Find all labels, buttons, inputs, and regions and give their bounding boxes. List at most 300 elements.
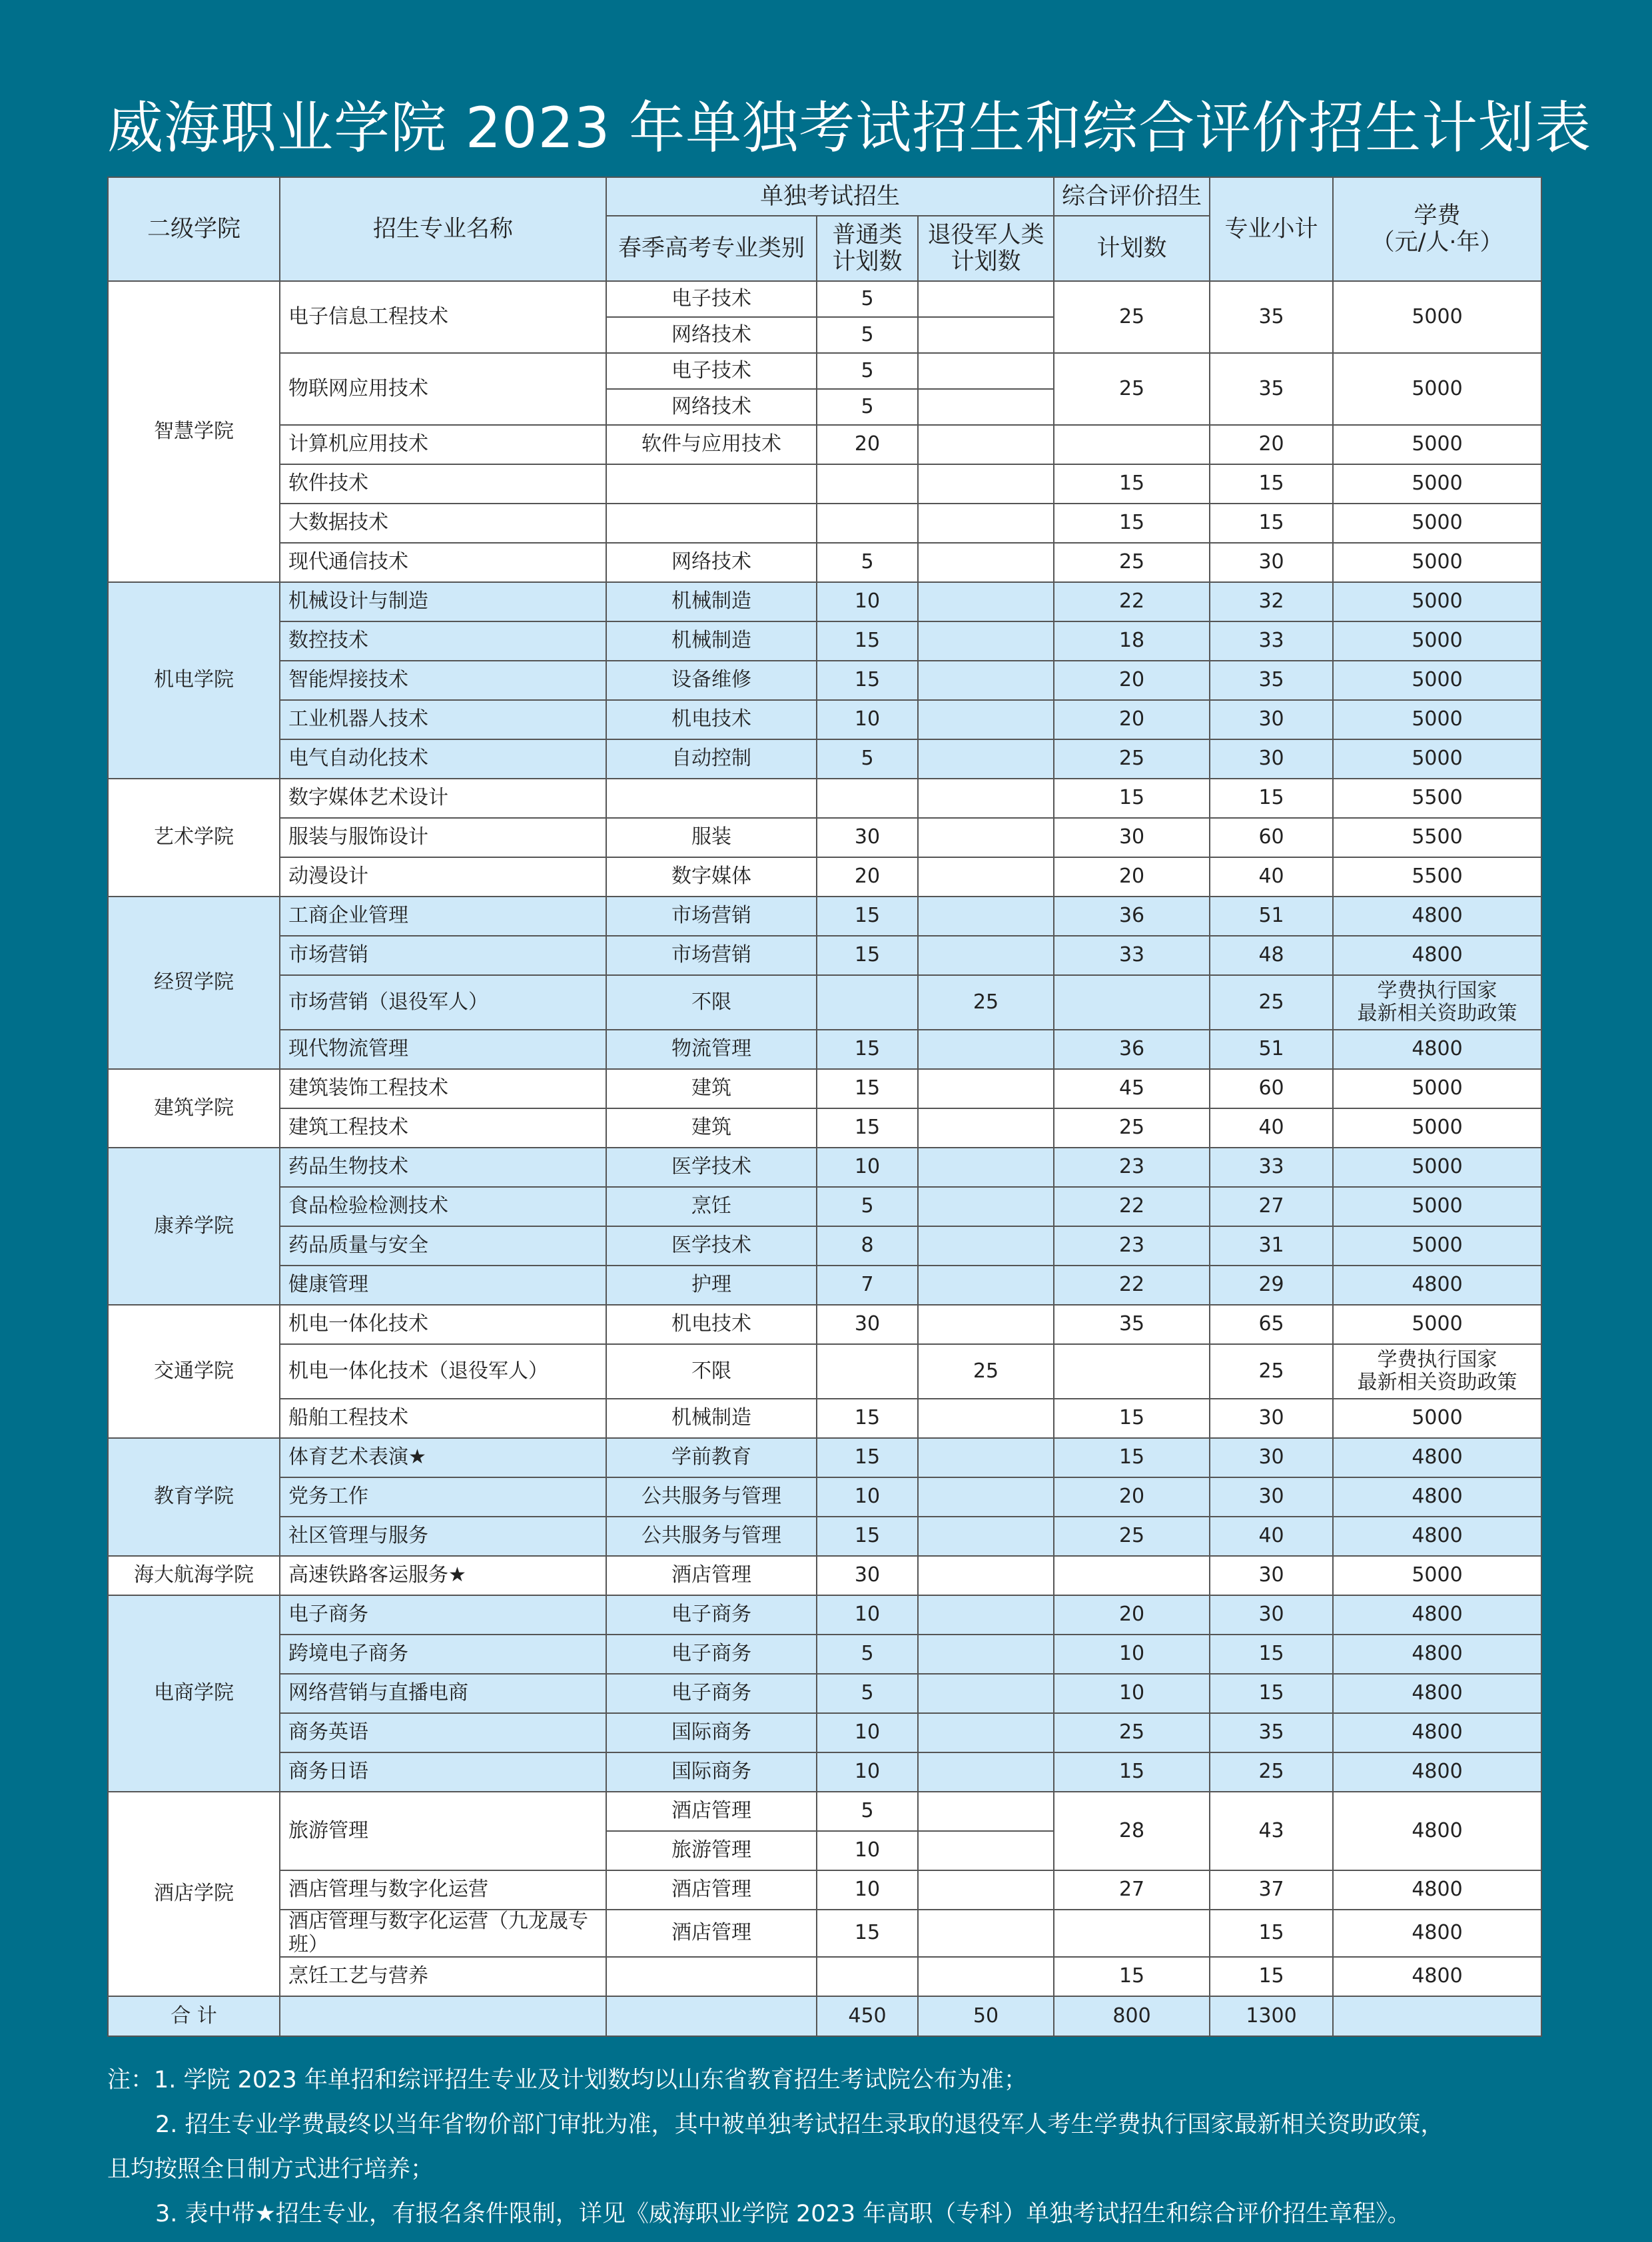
normal-plan-cell: 15 [817, 1069, 918, 1108]
college-cell: 经贸学院 [108, 897, 280, 1069]
veteran-plan-cell [918, 1266, 1054, 1305]
fee-cell: 4800 [1333, 1438, 1541, 1477]
table-row [108, 1226, 1541, 1266]
normal-plan-cell: 10 [817, 582, 918, 621]
fee-cell: 4800 [1333, 1957, 1541, 1996]
normal-plan-cell: 5 [817, 739, 918, 779]
normal-plan-cell: 15 [817, 1517, 918, 1556]
normal-plan-cell: 10 [817, 1477, 918, 1517]
normal-plan-cell: 15 [817, 897, 918, 936]
category-cell: 设备维修 [606, 661, 817, 700]
category-cell: 医学技术 [606, 1226, 817, 1266]
subtotal-cell: 43 [1210, 1792, 1333, 1870]
major-cell: 工业机器人技术 [280, 700, 606, 739]
subtotal-cell: 30 [1210, 1477, 1333, 1517]
comprehensive-plan-cell: 36 [1054, 1030, 1210, 1069]
subtotal-cell: 65 [1210, 1305, 1333, 1344]
total-fee [1333, 1996, 1541, 2036]
normal-plan-cell: 15 [817, 1438, 918, 1477]
comprehensive-plan-cell [1054, 975, 1210, 1030]
major-cell: 动漫设计 [280, 857, 606, 897]
table-row [108, 1069, 1541, 1108]
major-cell: 物联网应用技术 [280, 353, 606, 425]
major-cell: 烹饪工艺与营养 [280, 1957, 606, 1996]
veteran-plan-cell [918, 1187, 1054, 1226]
subtotal-cell: 15 [1210, 1910, 1333, 1957]
comprehensive-plan-cell [1054, 1910, 1210, 1957]
major-cell: 船舶工程技术 [280, 1399, 606, 1438]
table-row [108, 1187, 1541, 1226]
fee-cell: 4800 [1333, 1595, 1541, 1635]
category-cell: 旅游管理 [606, 1831, 817, 1870]
fee-cell: 5000 [1333, 700, 1541, 739]
veteran-plan-cell: 25 [918, 1344, 1054, 1399]
table-row [108, 1713, 1541, 1752]
category-cell: 网络技术 [606, 317, 817, 353]
major-cell: 现代物流管理 [280, 1030, 606, 1069]
comprehensive-plan-cell: 25 [1054, 1517, 1210, 1556]
normal-plan-cell: 10 [817, 1148, 918, 1187]
total-comprehensive: 800 [1054, 1996, 1210, 2036]
comprehensive-plan-cell: 25 [1054, 281, 1210, 353]
category-cell: 机电技术 [606, 700, 817, 739]
comprehensive-plan-cell: 25 [1054, 1713, 1210, 1752]
subtotal-cell: 51 [1210, 897, 1333, 936]
major-cell: 电子商务 [280, 1595, 606, 1635]
table-row [108, 818, 1541, 857]
major-cell: 健康管理 [280, 1266, 606, 1305]
veteran-plan-cell [918, 1226, 1054, 1266]
header-major: 招生专业名称 [280, 177, 606, 281]
fee-cell: 4800 [1333, 1477, 1541, 1517]
subtotal-cell: 25 [1210, 1752, 1333, 1792]
category-cell: 市场营销 [606, 936, 817, 975]
category-cell: 公共服务与管理 [606, 1517, 817, 1556]
subtotal-cell: 30 [1210, 1399, 1333, 1438]
veteran-plan-cell [918, 621, 1054, 661]
normal-plan-cell: 10 [817, 1870, 918, 1910]
normal-plan-cell: 5 [817, 1187, 918, 1226]
header-subtotal: 专业小计 [1210, 177, 1333, 281]
header-plan: 计划数 [1054, 216, 1210, 281]
major-cell: 数字媒体艺术设计 [280, 779, 606, 818]
category-cell: 学前教育 [606, 1438, 817, 1477]
subtotal-cell: 35 [1210, 281, 1333, 353]
comprehensive-plan-cell: 20 [1054, 1477, 1210, 1517]
fee-cell: 5500 [1333, 779, 1541, 818]
major-cell: 大数据技术 [280, 504, 606, 543]
comprehensive-plan-cell: 25 [1054, 353, 1210, 425]
table-row [108, 897, 1541, 936]
normal-plan-cell: 15 [817, 936, 918, 975]
comprehensive-plan-cell: 18 [1054, 621, 1210, 661]
table-row [108, 1870, 1541, 1910]
normal-plan-cell: 5 [817, 1674, 918, 1713]
normal-plan-cell: 30 [817, 1556, 918, 1595]
veteran-plan-cell [918, 1910, 1054, 1957]
subtotal-cell: 35 [1210, 353, 1333, 425]
comprehensive-plan-cell: 45 [1054, 1069, 1210, 1108]
subtotal-cell: 40 [1210, 1108, 1333, 1148]
fee-cell: 5000 [1333, 1069, 1541, 1108]
table-row [108, 936, 1541, 975]
fee-cell: 5000 [1333, 425, 1541, 464]
table-row [108, 1674, 1541, 1713]
total-row [108, 1996, 1541, 2036]
table-row [108, 621, 1541, 661]
comprehensive-plan-cell: 20 [1054, 661, 1210, 700]
table-row [108, 464, 1541, 504]
comprehensive-plan-cell: 22 [1054, 1187, 1210, 1226]
comprehensive-plan-cell: 23 [1054, 1226, 1210, 1266]
total-normal: 450 [817, 1996, 918, 2036]
college-cell: 智慧学院 [108, 281, 280, 582]
comprehensive-plan-cell: 28 [1054, 1792, 1210, 1870]
normal-plan-cell: 15 [817, 1399, 918, 1438]
normal-plan-cell: 5 [817, 543, 918, 582]
veteran-plan-cell [918, 1957, 1054, 1996]
veteran-plan-cell [918, 1108, 1054, 1148]
normal-plan-cell: 7 [817, 1266, 918, 1305]
notes [107, 2058, 1546, 2237]
table-row [108, 1305, 1541, 1344]
major-cell: 体育艺术表演★ [280, 1438, 606, 1477]
veteran-plan-cell [918, 582, 1054, 621]
veteran-plan-cell [918, 1148, 1054, 1187]
table-row [108, 1266, 1541, 1305]
subtotal-cell: 60 [1210, 1069, 1333, 1108]
veteran-plan-cell [918, 779, 1054, 818]
table-row [108, 661, 1541, 700]
subtotal-cell: 29 [1210, 1266, 1333, 1305]
veteran-plan-cell [918, 936, 1054, 975]
veteran-plan-cell [918, 389, 1054, 425]
major-cell: 网络营销与直播电商 [280, 1674, 606, 1713]
normal-plan-cell [817, 1957, 918, 1996]
subtotal-cell: 35 [1210, 661, 1333, 700]
college-cell: 酒店学院 [108, 1792, 280, 1996]
college-cell: 电商学院 [108, 1595, 280, 1792]
category-cell: 机械制造 [606, 621, 817, 661]
note-1: 注：1. 学院 2023 年单招和综评招生专业及计划数均以山东省教育招生考试院公布为准； [107, 2067, 1027, 2093]
major-cell: 计算机应用技术 [280, 425, 606, 464]
subtotal-cell: 15 [1210, 1674, 1333, 1713]
comprehensive-plan-cell: 36 [1054, 897, 1210, 936]
category-cell: 机械制造 [606, 1399, 817, 1438]
comprehensive-plan-cell: 15 [1054, 504, 1210, 543]
normal-plan-cell: 30 [817, 818, 918, 857]
fee-cell: 5000 [1333, 582, 1541, 621]
header-single-exam: 单独考试招生 [606, 177, 1054, 216]
fee-cell: 5000 [1333, 1226, 1541, 1266]
normal-plan-cell: 20 [817, 425, 918, 464]
subtotal-cell: 35 [1210, 1713, 1333, 1752]
veteran-plan-cell [918, 1556, 1054, 1595]
normal-plan-cell: 10 [817, 700, 918, 739]
major-cell: 电子信息工程技术 [280, 281, 606, 353]
veteran-plan-cell [918, 1477, 1054, 1517]
subtotal-cell: 30 [1210, 1556, 1333, 1595]
subtotal-cell: 48 [1210, 936, 1333, 975]
fee-cell: 5000 [1333, 1556, 1541, 1595]
table-row [108, 504, 1541, 543]
comprehensive-plan-cell: 30 [1054, 818, 1210, 857]
category-cell: 市场营销 [606, 897, 817, 936]
fee-cell: 4800 [1333, 1713, 1541, 1752]
fee-cell: 5000 [1333, 504, 1541, 543]
major-cell: 机电一体化技术（退役军人） [280, 1344, 606, 1399]
fee-cell: 4800 [1333, 1792, 1541, 1870]
fee-cell: 4800 [1333, 1674, 1541, 1713]
major-cell: 社区管理与服务 [280, 1517, 606, 1556]
category-cell: 软件与应用技术 [606, 425, 817, 464]
major-cell: 商务日语 [280, 1752, 606, 1792]
note-2: 2. 招生专业学费最终以当年省物价部门审批为准，其中被单独考试招生录取的退役军人考生学费执行国家最新相关资助政策， [155, 2111, 1444, 2138]
veteran-plan-cell [918, 1517, 1054, 1556]
fee-cell: 5000 [1333, 543, 1541, 582]
subtotal-cell: 33 [1210, 1148, 1333, 1187]
comprehensive-plan-cell: 23 [1054, 1148, 1210, 1187]
major-cell: 软件技术 [280, 464, 606, 504]
category-cell [606, 1957, 817, 1996]
major-cell: 建筑装饰工程技术 [280, 1069, 606, 1108]
fee-cell: 5000 [1333, 621, 1541, 661]
subtotal-cell: 40 [1210, 1517, 1333, 1556]
veteran-plan-cell: 25 [918, 975, 1054, 1030]
normal-plan-cell: 5 [817, 353, 918, 389]
category-cell: 网络技术 [606, 389, 817, 425]
normal-plan-cell: 20 [817, 857, 918, 897]
category-cell: 网络技术 [606, 543, 817, 582]
category-cell: 医学技术 [606, 1148, 817, 1187]
normal-plan-cell: 8 [817, 1226, 918, 1266]
fee-cell: 学费执行国家 最新相关资助政策 [1333, 1344, 1541, 1399]
subtotal-cell: 30 [1210, 739, 1333, 779]
fee-cell: 4800 [1333, 897, 1541, 936]
veteran-plan-cell [918, 543, 1054, 582]
table-row [108, 1792, 1541, 1831]
comprehensive-plan-cell: 25 [1054, 543, 1210, 582]
subtotal-cell: 33 [1210, 621, 1333, 661]
comprehensive-plan-cell: 22 [1054, 1266, 1210, 1305]
table-row [108, 1635, 1541, 1674]
normal-plan-cell [817, 975, 918, 1030]
normal-plan-cell: 5 [817, 1792, 918, 1831]
normal-plan-cell: 5 [817, 1635, 918, 1674]
veteran-plan-cell [918, 1030, 1054, 1069]
normal-plan-cell: 15 [817, 621, 918, 661]
subtotal-cell: 27 [1210, 1187, 1333, 1226]
category-cell: 电子商务 [606, 1595, 817, 1635]
veteran-plan-cell [918, 1831, 1054, 1870]
veteran-plan-cell [918, 317, 1054, 353]
veteran-plan-cell [918, 464, 1054, 504]
table-row [108, 425, 1541, 464]
veteran-plan-cell [918, 1595, 1054, 1635]
major-cell: 酒店管理与数字化运营（九龙晟专班） [280, 1910, 606, 1957]
comprehensive-plan-cell: 27 [1054, 1870, 1210, 1910]
table-row [108, 543, 1541, 582]
category-cell: 不限 [606, 1344, 817, 1399]
college-cell: 康养学院 [108, 1148, 280, 1305]
comprehensive-plan-cell: 25 [1054, 739, 1210, 779]
veteran-plan-cell [918, 1870, 1054, 1910]
table-row [108, 1344, 1541, 1399]
normal-plan-cell [817, 1344, 918, 1399]
veteran-plan-cell [918, 1305, 1054, 1344]
category-cell [606, 464, 817, 504]
table-row [108, 779, 1541, 818]
college-cell: 海大航海学院 [108, 1556, 280, 1595]
comprehensive-plan-cell: 20 [1054, 857, 1210, 897]
header-comprehensive: 综合评价招生 [1054, 177, 1210, 216]
header-normal: 普通类 计划数 [817, 216, 918, 281]
comprehensive-plan-cell: 22 [1054, 582, 1210, 621]
table-row [108, 1752, 1541, 1792]
fee-cell: 4800 [1333, 1910, 1541, 1957]
veteran-plan-cell [918, 1792, 1054, 1831]
normal-plan-cell: 30 [817, 1305, 918, 1344]
normal-plan-cell: 15 [817, 1030, 918, 1069]
fee-cell: 4800 [1333, 1870, 1541, 1910]
header-college: 二级学院 [108, 177, 280, 281]
subtotal-cell: 25 [1210, 1344, 1333, 1399]
table-row [108, 1910, 1541, 1957]
normal-plan-cell [817, 779, 918, 818]
category-cell: 酒店管理 [606, 1910, 817, 1957]
subtotal-cell: 30 [1210, 1438, 1333, 1477]
fee-cell: 5000 [1333, 739, 1541, 779]
fee-cell: 学费执行国家 最新相关资助政策 [1333, 975, 1541, 1030]
normal-plan-cell: 5 [817, 281, 918, 317]
category-cell: 电子商务 [606, 1674, 817, 1713]
subtotal-cell: 37 [1210, 1870, 1333, 1910]
fee-cell: 4800 [1333, 1030, 1541, 1069]
table-row [108, 582, 1541, 621]
veteran-plan-cell [918, 1752, 1054, 1792]
category-cell: 电子商务 [606, 1635, 817, 1674]
header-category: 春季高考专业类别 [606, 216, 817, 281]
subtotal-cell: 25 [1210, 975, 1333, 1030]
major-cell: 工商企业管理 [280, 897, 606, 936]
veteran-plan-cell [918, 857, 1054, 897]
fee-cell: 4800 [1333, 1266, 1541, 1305]
comprehensive-plan-cell [1054, 425, 1210, 464]
category-cell: 公共服务与管理 [606, 1477, 817, 1517]
fee-cell: 5000 [1333, 1108, 1541, 1148]
subtotal-cell: 30 [1210, 700, 1333, 739]
category-cell: 建筑 [606, 1069, 817, 1108]
header-fee: 学费 （元/人·年） [1333, 177, 1541, 281]
category-cell: 国际商务 [606, 1752, 817, 1792]
enrollment-plan-table [107, 177, 1542, 2037]
table-row [108, 1399, 1541, 1438]
category-cell: 护理 [606, 1266, 817, 1305]
comprehensive-plan-cell: 15 [1054, 1752, 1210, 1792]
college-cell: 艺术学院 [108, 779, 280, 897]
comprehensive-plan-cell [1054, 1556, 1210, 1595]
major-cell: 药品质量与安全 [280, 1226, 606, 1266]
veteran-plan-cell [918, 1438, 1054, 1477]
major-cell: 现代通信技术 [280, 543, 606, 582]
subtotal-cell: 15 [1210, 779, 1333, 818]
total-major [280, 1996, 606, 2036]
veteran-plan-cell [918, 1713, 1054, 1752]
table-row [108, 1517, 1541, 1556]
comprehensive-plan-cell: 15 [1054, 779, 1210, 818]
table-row [108, 1030, 1541, 1069]
subtotal-cell: 15 [1210, 1635, 1333, 1674]
table-row [108, 1108, 1541, 1148]
table-row [108, 1957, 1541, 1996]
total-category [606, 1996, 817, 2036]
normal-plan-cell: 10 [817, 1752, 918, 1792]
category-cell: 建筑 [606, 1108, 817, 1148]
veteran-plan-cell [918, 1635, 1054, 1674]
subtotal-cell: 40 [1210, 857, 1333, 897]
veteran-plan-cell [918, 425, 1054, 464]
fee-cell: 5000 [1333, 1399, 1541, 1438]
major-cell: 酒店管理与数字化运营 [280, 1870, 606, 1910]
category-cell: 酒店管理 [606, 1556, 817, 1595]
table-row [108, 1595, 1541, 1635]
fee-cell: 5000 [1333, 281, 1541, 353]
comprehensive-plan-cell: 10 [1054, 1635, 1210, 1674]
table-row [108, 1148, 1541, 1187]
veteran-plan-cell [918, 1069, 1054, 1108]
fee-cell: 5500 [1333, 857, 1541, 897]
major-cell: 建筑工程技术 [280, 1108, 606, 1148]
subtotal-cell: 30 [1210, 1595, 1333, 1635]
category-cell: 机电技术 [606, 1305, 817, 1344]
subtotal-cell: 31 [1210, 1226, 1333, 1266]
comprehensive-plan-cell: 25 [1054, 1108, 1210, 1148]
fee-cell: 4800 [1333, 1517, 1541, 1556]
major-cell: 市场营销（退役军人） [280, 975, 606, 1030]
comprehensive-plan-cell: 15 [1054, 1957, 1210, 1996]
fee-cell: 4800 [1333, 1635, 1541, 1674]
category-cell: 电子技术 [606, 281, 817, 317]
major-cell: 数控技术 [280, 621, 606, 661]
veteran-plan-cell [918, 1674, 1054, 1713]
fee-cell: 5000 [1333, 1187, 1541, 1226]
major-cell: 药品生物技术 [280, 1148, 606, 1187]
normal-plan-cell: 5 [817, 389, 918, 425]
major-cell: 电气自动化技术 [280, 739, 606, 779]
fee-cell: 5000 [1333, 1305, 1541, 1344]
subtotal-cell: 32 [1210, 582, 1333, 621]
note-3: 3. 表中带★招生专业，有报名条件限制，详见《威海职业学院 2023 年高职（专科）单独考试招生和综合评价招生章程》。 [155, 2201, 1411, 2227]
major-cell: 旅游管理 [280, 1792, 606, 1870]
normal-plan-cell [817, 504, 918, 543]
fee-cell: 5000 [1333, 661, 1541, 700]
normal-plan-cell: 10 [817, 1831, 918, 1870]
table-row [108, 1477, 1541, 1517]
normal-plan-cell: 15 [817, 1910, 918, 1957]
page-title: 威海职业学院 2023 年单独考试招生和综合评价招生计划表 [107, 95, 1592, 161]
major-cell: 服装与服饰设计 [280, 818, 606, 857]
college-cell: 机电学院 [108, 582, 280, 779]
fee-cell: 4800 [1333, 936, 1541, 975]
veteran-plan-cell [918, 818, 1054, 857]
subtotal-cell: 30 [1210, 543, 1333, 582]
table-row [108, 353, 1541, 389]
comprehensive-plan-cell [1054, 1344, 1210, 1399]
total-subtotal: 1300 [1210, 1996, 1333, 2036]
veteran-plan-cell [918, 353, 1054, 389]
comprehensive-plan-cell: 33 [1054, 936, 1210, 975]
category-cell [606, 779, 817, 818]
